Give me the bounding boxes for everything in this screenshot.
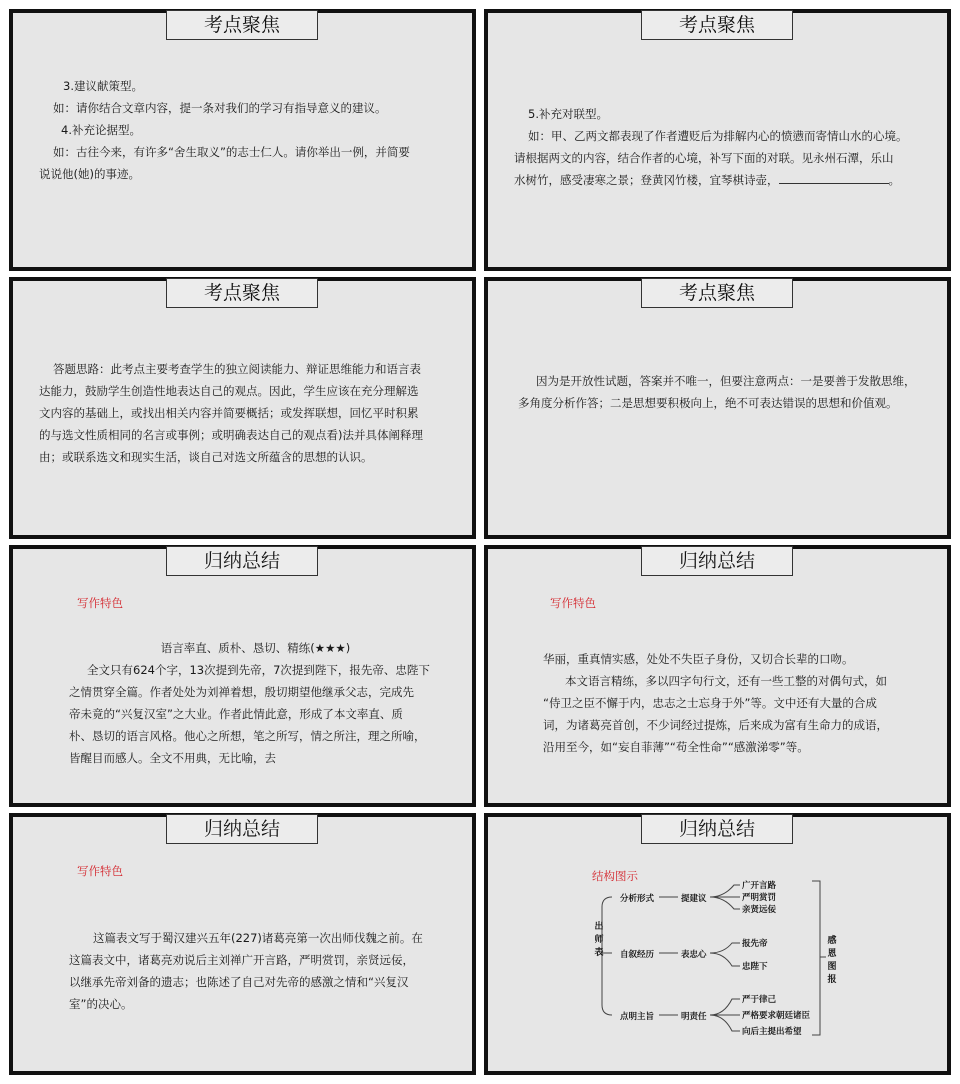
text-line: 3.建议献策型。	[63, 79, 143, 93]
text-line: 文内容的基础上，或找出相关内容并简要概括；或发挥联想，回忆平时积累	[39, 406, 419, 420]
right-brace	[812, 881, 820, 1035]
slide-1	[9, 9, 476, 271]
slide-body	[69, 927, 442, 1015]
text-fragment: 水树竹，感受凄寒之景；登黄冈竹楼，宜琴棋诗壶，	[514, 173, 779, 187]
leaf-label: 忠陛下	[742, 962, 768, 972]
text-line: 皆醒目而感人。全文不用典，无比喻，去	[69, 751, 276, 765]
text-line: 室”的决心。	[69, 997, 133, 1011]
slide-title: 归纳总结	[641, 546, 793, 576]
text-line: “侍卫之臣不懈于内，忠志之士忘身于外”等。文中还有大量的合成	[543, 696, 877, 710]
leaf-label: 广开言路	[742, 881, 777, 891]
slide-title: 归纳总结	[166, 814, 318, 844]
structure-diagram	[488, 817, 947, 1071]
text-line: 如：甲、乙两文都表现了作者遭贬后为排解内心的愤懑而寄情山水的心境。	[528, 129, 908, 143]
slide-body	[39, 75, 446, 185]
leaf-label: 报先帝	[742, 939, 768, 949]
text-line: 由；或联系选文和现实生活，谈自己对选文所蕴含的思想的认识。	[39, 450, 373, 464]
branch-sublabel: 提建议	[681, 894, 707, 904]
diagram-lines	[488, 817, 947, 1071]
b2-leaf-2	[710, 953, 740, 966]
text-line: 达能力，鼓励学生创造性地表达自己的观点。因此，学生应该在充分理解选	[39, 384, 419, 398]
text-line: 答题思路：此考点主要考查学生的独立阅读能力、辩证思维能力和语言表	[53, 362, 421, 376]
section-label: 写作特色	[77, 864, 123, 878]
branch-sublabel: 明责任	[681, 1012, 707, 1022]
slide-2	[484, 9, 951, 271]
text-line: 朴、恳切的语言风格。他心之所想，笔之所写，情之所注，理之所喻，	[69, 729, 426, 743]
slide-4	[484, 277, 951, 539]
slide-8	[484, 813, 951, 1075]
text-line: 4.补充论据型。	[61, 123, 141, 137]
slide-title: 考点聚焦	[166, 10, 318, 40]
section-label: 写作特色	[550, 596, 596, 610]
branch-label: 点明主旨	[620, 1012, 655, 1022]
leaf-label: 严明赏罚	[742, 893, 777, 903]
b3-leaf-3	[710, 1015, 740, 1031]
branch-sublabel: 表忠心	[681, 950, 707, 960]
section-label: 写作特色	[77, 596, 123, 610]
text-line: 这篇表文写于蜀汉建兴五年(227)诸葛亮第一次出师伐魏之前。在	[93, 931, 423, 945]
slide-body	[39, 358, 446, 468]
text-line: 华丽，重真情实感，处处不失臣子身份，又切合长辈的口吻。	[543, 652, 854, 666]
slide-body	[514, 103, 921, 191]
slide-title: 考点聚焦	[641, 10, 793, 40]
text-line: 这篇表文中，诸葛亮劝说后主刘禅广开言路，严明赏罚，亲贤远佞，	[69, 953, 414, 967]
b1-leaf-3	[710, 897, 740, 909]
leaf-label: 亲贤远佞	[742, 905, 777, 915]
text-line: 词，为诸葛亮首创，不少词经过提炼，后来成为富有生命力的成语，	[543, 718, 888, 732]
text-line: 说说他(她)的事迹。	[39, 167, 140, 181]
text-line: 5.补充对联型。	[528, 107, 608, 121]
slide-5	[9, 545, 476, 807]
b1-leaf-1	[710, 885, 740, 897]
text-line: 如：古往今来，有许多“舍生取义”的志士仁人。请你举出一例，并简要	[53, 145, 410, 159]
slide-title: 考点聚焦	[166, 278, 318, 308]
end-mark: 。	[888, 173, 900, 187]
text-line: 沿用至今，如“妄自菲薄”“苟全性命”“感激涕零”等。	[543, 740, 809, 754]
text-line: 本文语言精练，多以四字句行文，还有一些工整的对偶句式，如	[565, 674, 887, 688]
branch-label: 分析形式	[620, 894, 655, 904]
slide-7	[9, 813, 476, 1075]
text-line	[514, 169, 921, 191]
text-line: 多角度分析作答；二是思想要积极向上，绝不可表达错误的思想和价值观。	[518, 396, 898, 410]
text-line: 全文只有624个字，13次提到先帝，7次提到陛下，报先帝、忠陛下	[87, 663, 430, 677]
text-line: 如：请你结合文章内容，提一条对我们的学习有指导意义的建议。	[53, 101, 387, 115]
leaf-label: 严格要求朝廷诸臣	[742, 1011, 811, 1021]
text-line: 之情贯穿全篇。作者处处为刘禅着想，殷切期望他继承父志，完成先	[69, 685, 414, 699]
text-line: 因为是开放性试题，答案并不唯一，但要注意两点：一是要善于发散思维，	[536, 374, 916, 388]
b2-leaf-1	[710, 943, 740, 953]
fill-blank	[779, 172, 889, 184]
b3-leaf-1	[710, 999, 740, 1015]
section-label: 结构图示	[592, 869, 638, 883]
slide-6	[484, 545, 951, 807]
leaf-label: 严于律己	[742, 995, 777, 1005]
text-line: 的与选文性质相同的名言或事例；或明确表达自己的观点看)法并具体阐释理	[39, 428, 423, 442]
text-line: 以继承先帝刘备的遗志；也陈述了自己对先帝的感激之情和“兴复汉	[69, 975, 409, 989]
slide-3	[9, 277, 476, 539]
section-heading: 语言率直、质朴、恳切、精练(★★★)	[160, 641, 351, 655]
slide-body	[69, 637, 442, 769]
leaf-label: 向后主提出希望	[742, 1027, 802, 1037]
branch-label: 自叙经历	[620, 950, 655, 960]
slide-body	[518, 370, 921, 414]
slide-title: 归纳总结	[641, 814, 793, 844]
slide-body	[543, 648, 919, 758]
text-line: 请根据两文的内容，结合作者的心境，补写下面的对联。见永州石潭，乐山	[514, 151, 894, 165]
text-line: 帝未竟的“兴复汉室”之大业。作者此情此意，形成了本文率直、质	[69, 707, 403, 721]
diagram-root: 出师表	[594, 922, 604, 958]
slide-title: 归纳总结	[166, 546, 318, 576]
diagram-conclusion: 感恩图报	[827, 936, 837, 985]
slide-title: 考点聚焦	[641, 278, 793, 308]
